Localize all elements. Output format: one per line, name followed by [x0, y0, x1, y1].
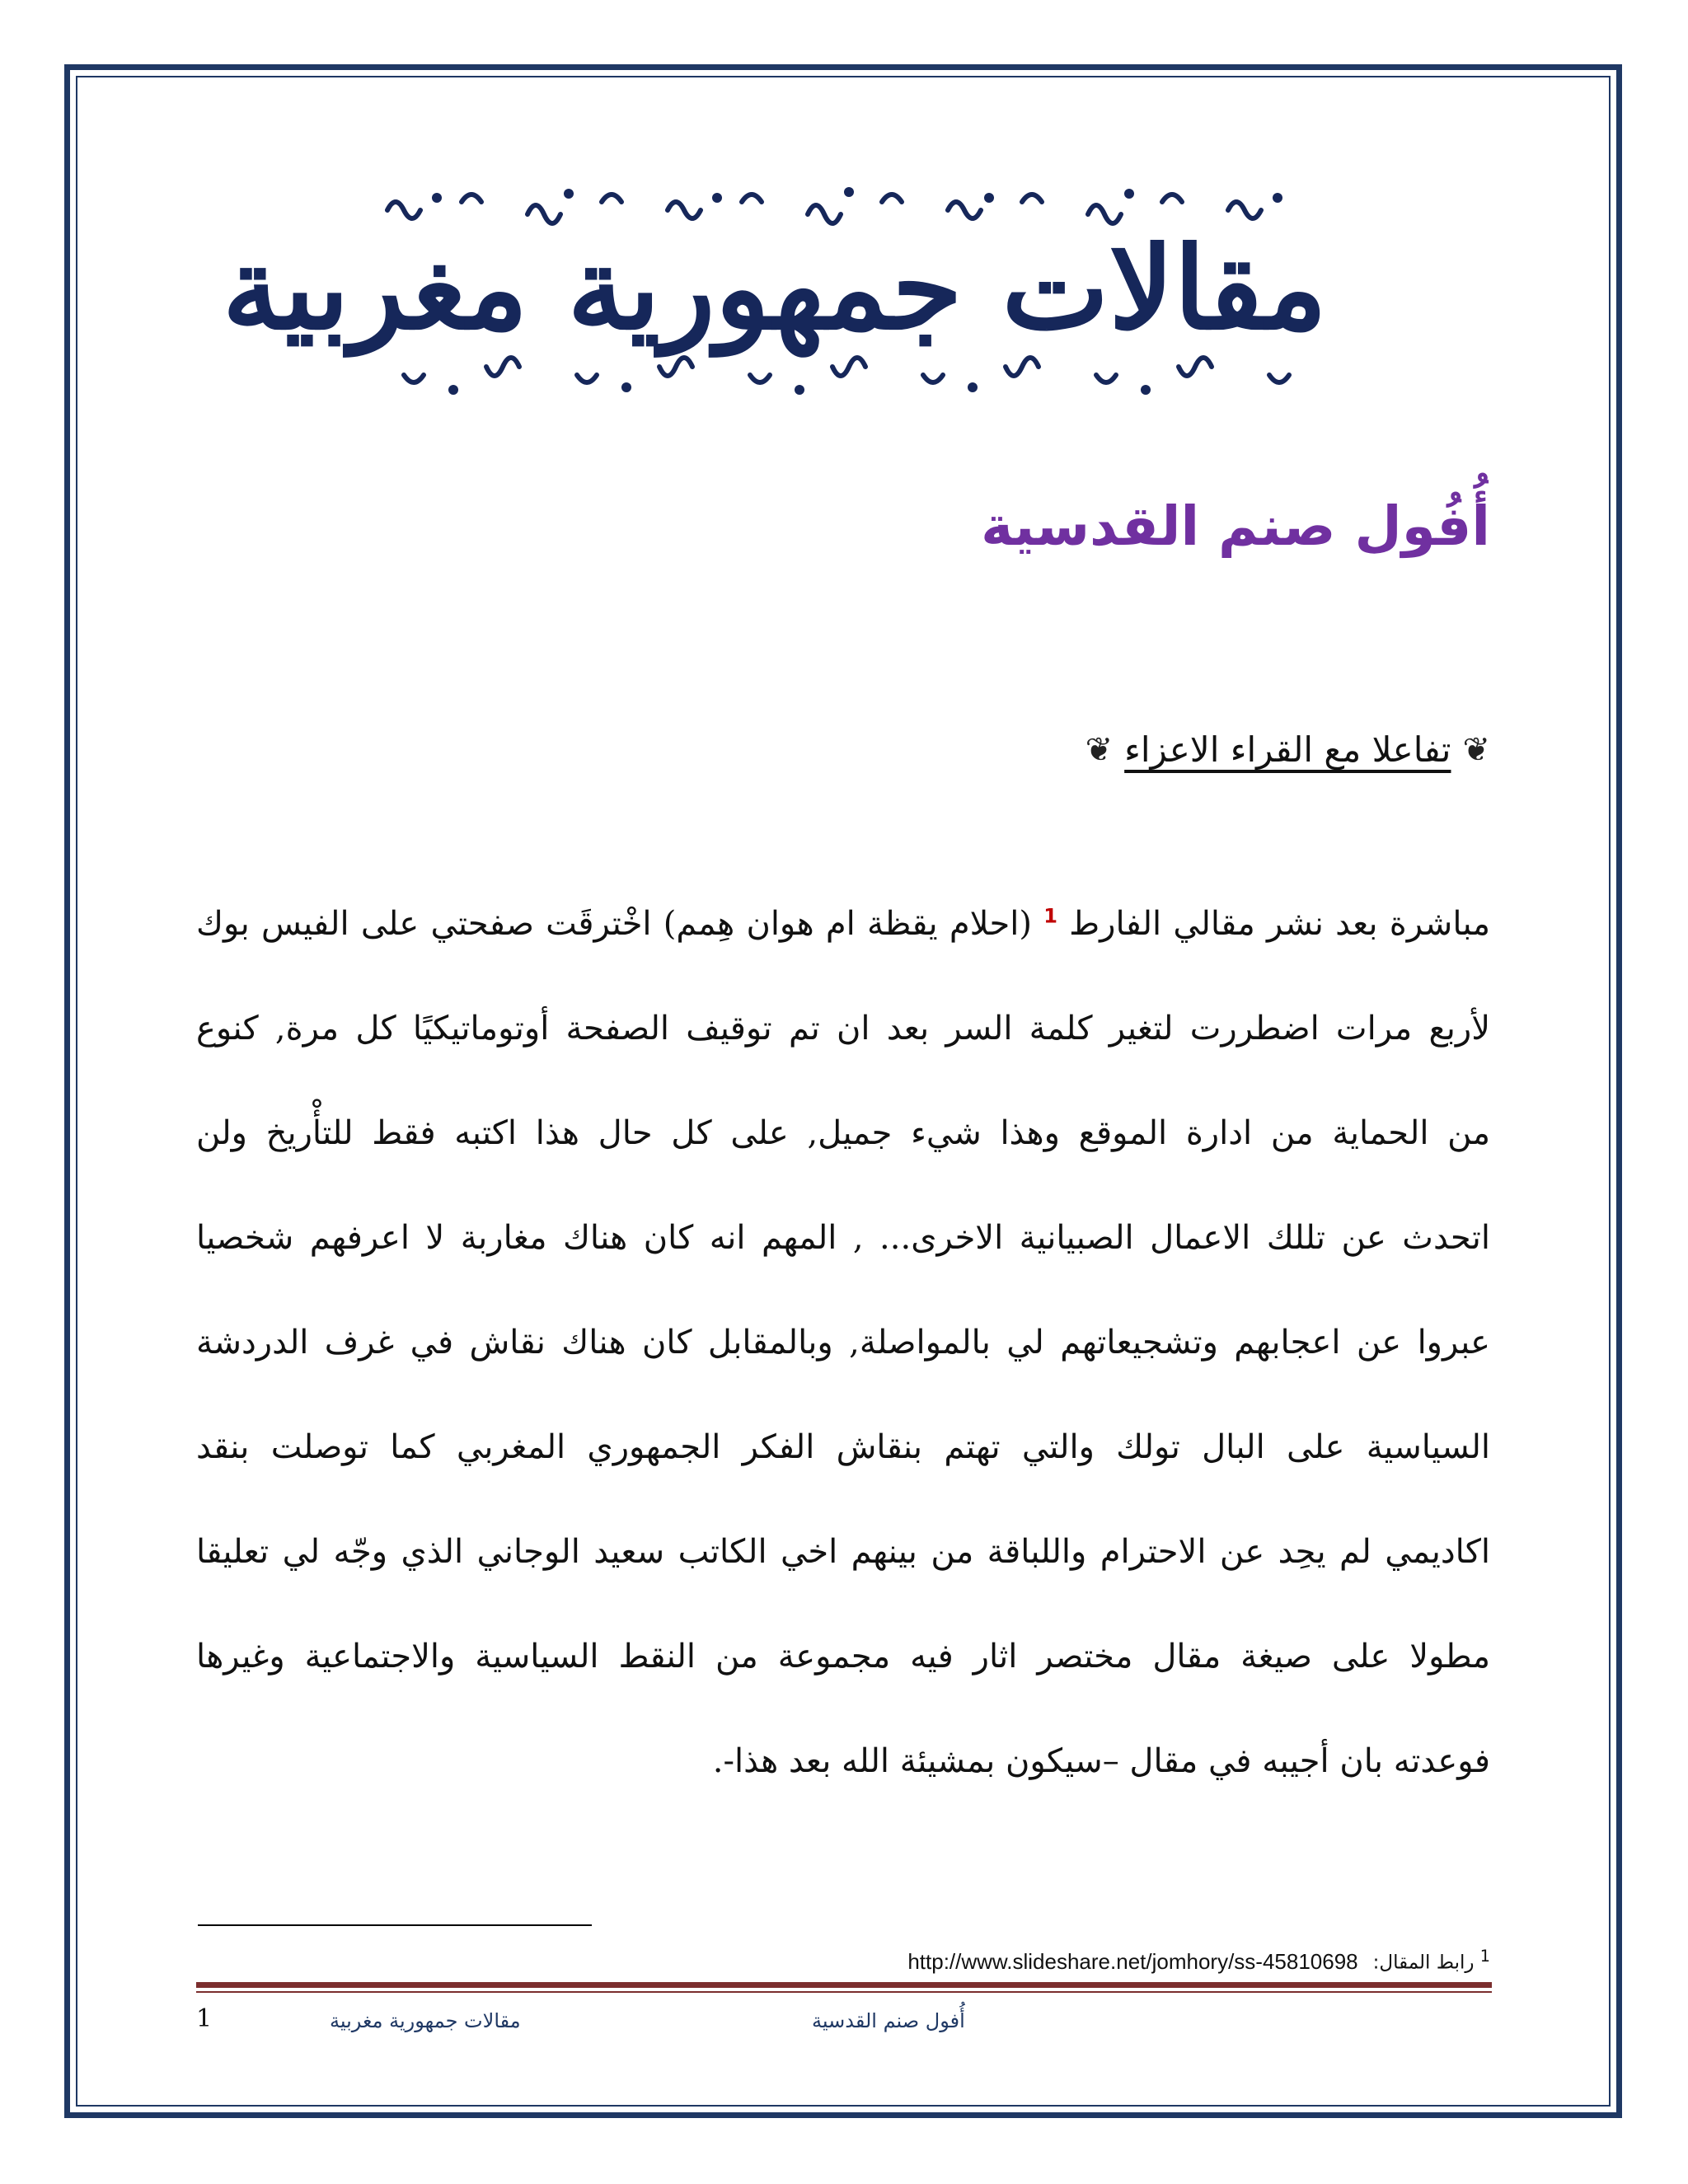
- footer-article-title: أُفول صنم القدسية: [812, 2009, 965, 2032]
- footnote-separator: [198, 1924, 592, 1926]
- subheading: [1085, 729, 1490, 770]
- body-line-6: السياسية على البال تولك والتي تهتم بنقاش الفكر الجمهوري المغربي كما توصلت بنقد: [196, 1428, 1490, 1466]
- footnote: [907, 1947, 1490, 1975]
- footer-rule-thin: [196, 1991, 1492, 1993]
- ornament-left-icon: ❦: [1085, 730, 1114, 769]
- subheading-text: تفاعلا مع القراء الاعزاء: [1124, 729, 1451, 770]
- footnote-reference[interactable]: 1: [1043, 904, 1057, 928]
- ornament-right-icon: ❦: [1462, 730, 1490, 769]
- masthead: [222, 177, 1327, 400]
- footer-site-title: مقالات جمهورية مغربية: [330, 2009, 521, 2032]
- footnote-link[interactable]: http://www.slideshare.net/jomhory/ss-45810698: [907, 1948, 1358, 1974]
- footnote-label-text: رابط المقال:: [1372, 1952, 1475, 1974]
- masthead-title: مقالات جمهورية مغربية: [222, 221, 1327, 355]
- page-number: 1: [196, 2004, 213, 2033]
- footnote-label: [1373, 1947, 1490, 1974]
- body-line-1-end: (احلام يقظة ام هوان هِمم) اخْترقَت صفحتي على الفيس بوك: [196, 905, 1032, 943]
- article-title: أُفُول صنم القدسية: [981, 494, 1490, 558]
- body-line-3: من الحماية من ادارة الموقع وهذا شيء جميل, على كل حال هذا اكتبه فقط للتأْريخ ولن: [196, 1114, 1490, 1152]
- body-line-5: عبروا عن اعجابهم وتشجيعاتهم لي بالمواصلة, وبالمقابل كان هناك نقاش في غرف الدردشة: [196, 1324, 1490, 1361]
- footnote-number: 1: [1479, 1947, 1490, 1966]
- body-line-1-start: مباشرة بعد نشر مقالي الفارط: [1069, 905, 1490, 943]
- body-line-9: فوعدته بان أجيبه في مقال –سيكون بمشيئة الله بعد هذا-.: [712, 1742, 1490, 1780]
- body-line-1: [196, 872, 1490, 977]
- body-line-4: اتحدث عن تللك الاعمال الصبيانية الاخرى... , المهم انه كان هناك مغاربة لا اعرفهم شخصيا: [196, 1219, 1490, 1257]
- body-line-7: اكاديمي لم يحِد عن الاحترام واللباقة من بينهم اخي الكاتب سعيد الوجاني الذي وجّه لي تعليقا: [196, 1533, 1490, 1571]
- footer-rule: [196, 1982, 1492, 1988]
- article-body: [196, 872, 1490, 1814]
- body-line-2: لأربع مرات اضطررت لتغير كلمة السر بعد ان تم توقيف الصفحة أوتوماتيكيًا كل مرة, كنوع: [196, 1010, 1490, 1047]
- body-line-8: مطولا على صيغة مقال مختصر اثار فيه مجموعة من النقط السياسية والاجتماعية وغيرها: [196, 1638, 1490, 1675]
